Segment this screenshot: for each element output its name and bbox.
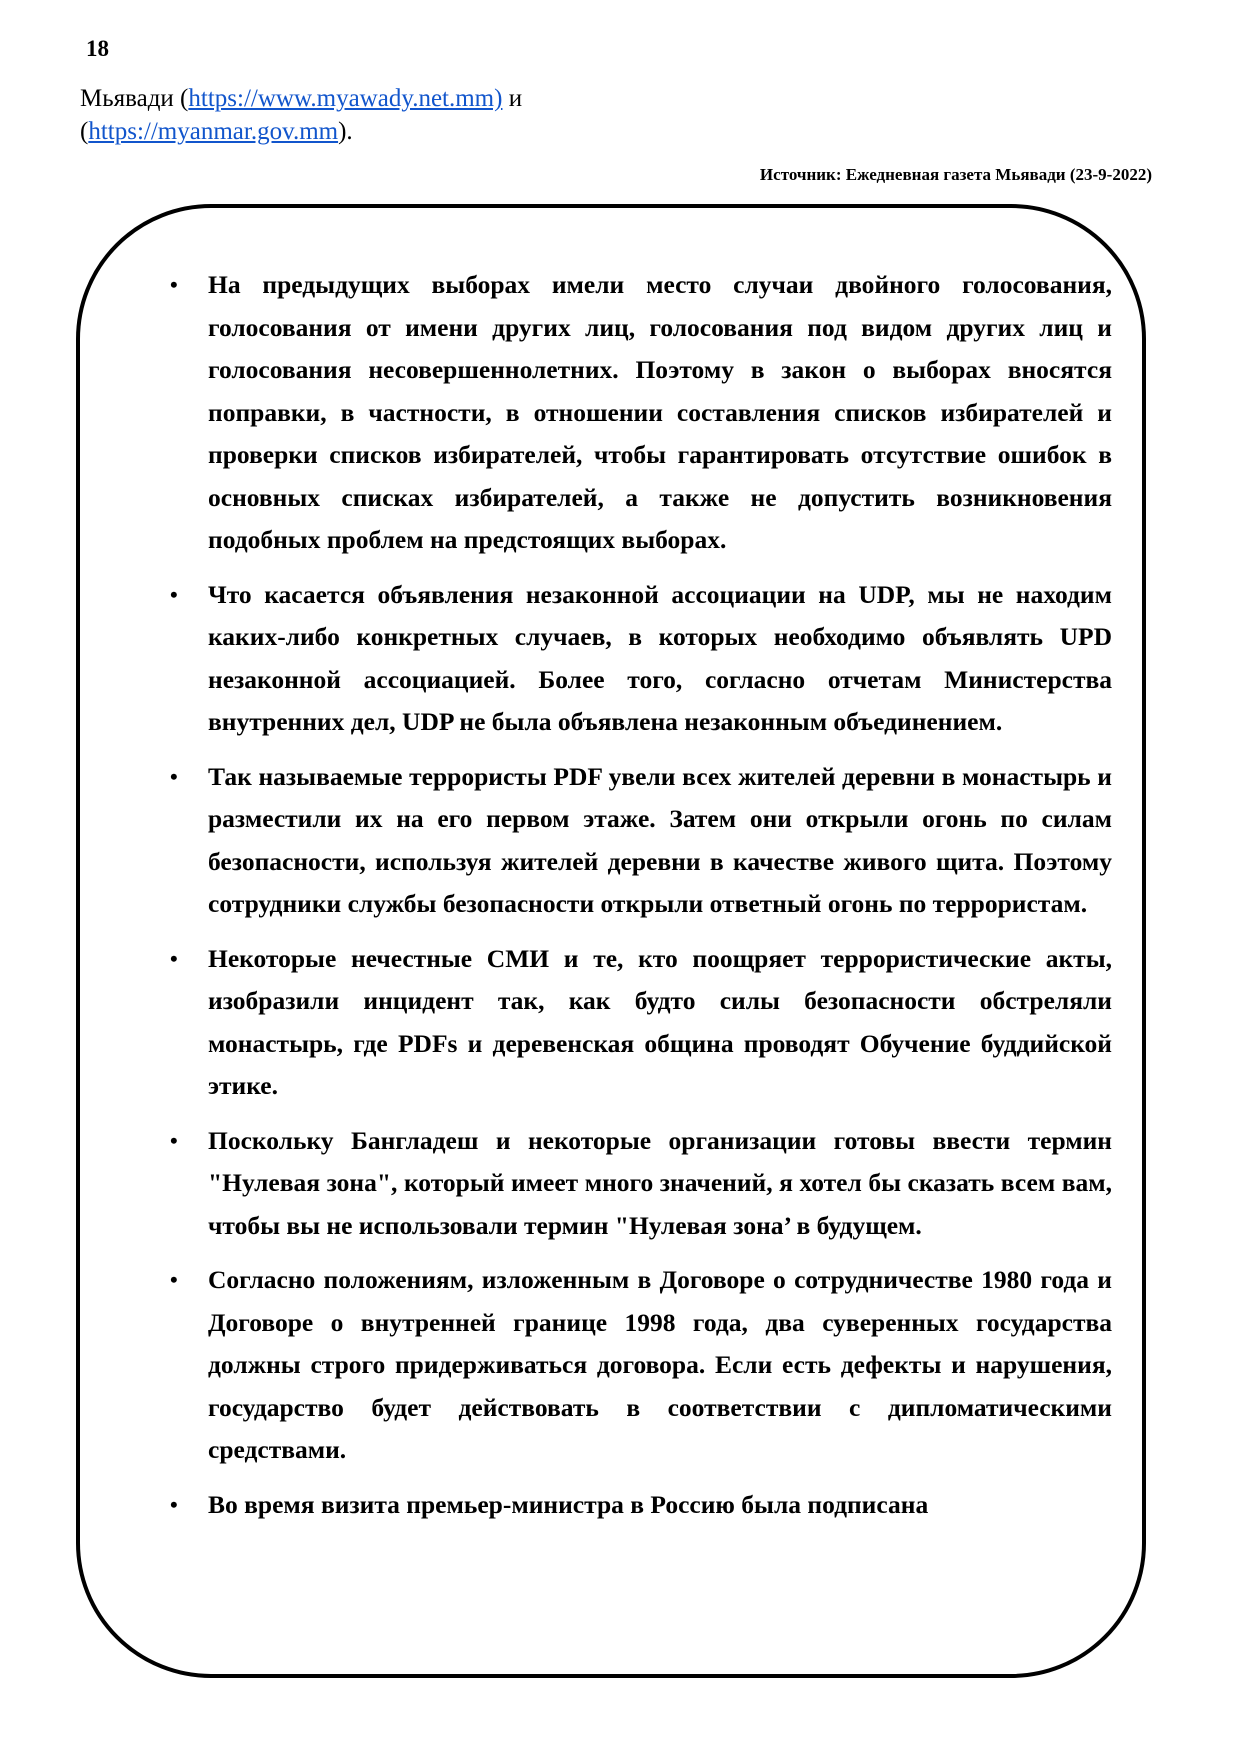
rounded-text-frame	[76, 204, 1146, 1678]
bullet-icon: •	[170, 272, 178, 297]
intro-text-end: ).	[338, 118, 353, 145]
source-caption: Источник: Ежедневная газета Мьявади (23-9-2022)	[759, 165, 1152, 184]
intro-text-start: Мьявади (	[80, 85, 189, 112]
bullet-text: Поскольку Бангладеш и некоторые организации готовы ввести термин "Нулевая зона", который имеет много значений, я хотел бы сказать всем вам, чтобы вы не использовали термин "Нулевая зона’ в будущем.	[208, 1125, 1112, 1240]
list-item	[168, 938, 1112, 1108]
myanmar-gov-link[interactable]: https://myanmar.gov.mm	[88, 118, 339, 145]
page-number: 18	[86, 36, 109, 61]
list-item	[168, 756, 1112, 926]
list-item	[168, 1259, 1112, 1472]
list-item	[168, 264, 1112, 562]
intro-paragraph	[80, 82, 780, 148]
bullet-list	[168, 264, 1112, 1659]
bullet-text: Во время визита премьер-министра в Россию была подписана	[208, 1489, 929, 1519]
bullet-text: Так называемые террористы PDF увели всех жителей деревни в монастырь и разместили их на его первом этаже. Затем они открыли огонь по силам безопасности, используя жителей деревни в качестве живого щита. Поэтому сотрудники службы безопасности открыли ответный огонь по террористам.	[208, 761, 1112, 918]
bullet-icon: •	[170, 1267, 178, 1292]
list-item	[168, 1484, 1112, 1527]
bullet-text: Некоторые нечестные СМИ и те, кто поощряет террористические акты, изобразили инцидент так, как будто силы безопасности обстреляли монастырь, где PDFs и деревенская община проводят Обучение буддийской этике.	[208, 943, 1112, 1100]
bullet-icon: •	[170, 945, 178, 971]
intro-text-middle: и (	[80, 85, 523, 145]
myawady-link[interactable]: https://www.myawady.net.mm)	[188, 85, 503, 112]
list-item	[168, 574, 1112, 744]
bullet-icon: •	[170, 1127, 178, 1153]
bullet-text: Что касается объявления незаконной ассоциации на UDP, мы не находим каких-либо конкретных случаев, в которых необходимо объявлять UPD незаконной ассоциацией. Более того, согласно отчетам Министерства внутренних дел, UDP не была объявлена незаконным объединением.	[208, 579, 1112, 736]
bullet-text: Согласно положениям, изложенным в Договоре о сотрудничестве 1980 года и Договоре о внутренней границе 1998 года, два суверенных государства должны строго придерживаться договора. Если есть дефекты и нарушения, государство будет действовать в соответствии с дипломатическими средствами.	[208, 1265, 1112, 1464]
bullet-icon: •	[170, 581, 178, 607]
bullet-icon: •	[170, 763, 178, 789]
list-item	[168, 1120, 1112, 1248]
bullet-text: На предыдущих выборах имели место случаи двойного голосования, голосования от имени других лиц, голосования под видом других лиц и голосования несовершеннолетних. Поэтому в закон о выборах вносятся поправки, в частности, в отношении составления списков избирателей и проверки списков избирателей, чтобы гарантировать отсутствие ошибок в основных списках избирателей, а также не допустить возникновения подобных проблем на предстоящих выборах.	[208, 270, 1112, 554]
bullet-icon: •	[170, 1491, 178, 1517]
